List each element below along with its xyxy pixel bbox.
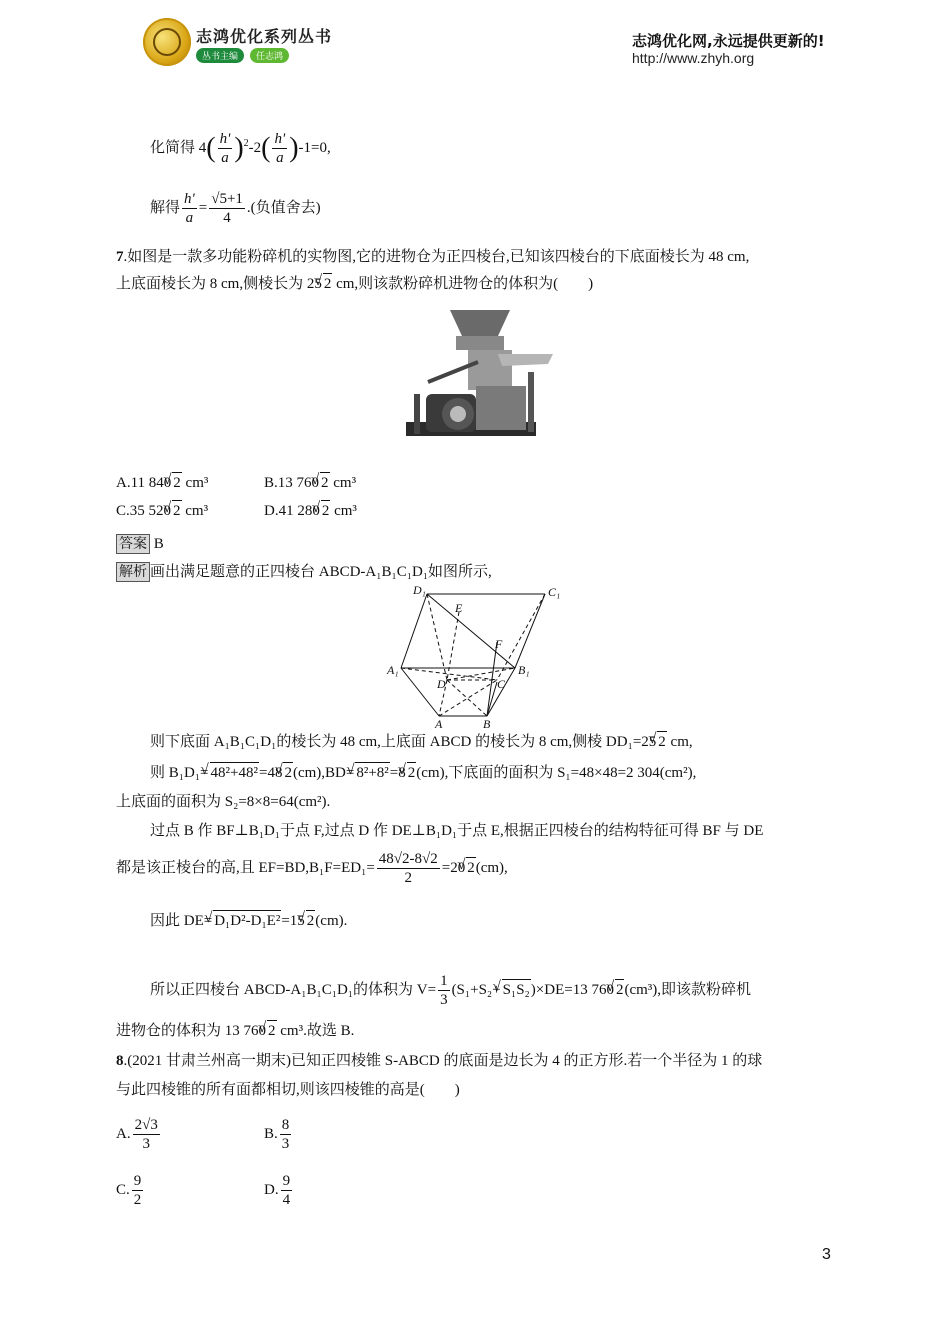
solution-line-4: 过点 B 作 BF⊥B₁D₁于点 F,过点 D 作 DE⊥B₁D₁于点 E,根据正四棱台的结构特征可得 BF 与 DE — [150, 823, 764, 839]
svg-text:A₁: A₁ — [387, 663, 399, 677]
q7-analysis-intro: 解析 画出满足题意的正四棱台 ABCD-A₁B₁C₁D₁如图所示, — [116, 562, 492, 582]
svg-text:E: E — [455, 601, 463, 615]
q7-answer: 答案 B — [116, 534, 164, 554]
solution-line-5: 都是该正棱台的高,且 EF=BD,B₁F=ED₁= $\frac{48√2-8√2}{2}$ =20√ 2(cm), — [116, 850, 508, 887]
svg-text:F: F — [495, 637, 503, 651]
svg-text:D: D — [437, 677, 446, 691]
q8-option-c[interactable]: C. $\frac{9}{2}$ — [116, 1173, 142, 1208]
brand-title: 志鸿优化系列丛书 — [196, 27, 333, 46]
q7-text-1: 7.如图是一款多功能粉碎机的实物图,它的进物仓为正四棱台,已知该四棱台的下底面棱长为 48 cm, — [116, 249, 750, 265]
solution-line-1: 则下底面 A₁B₁C₁D₁的棱长为 48 cm,上底面 ABCD 的棱长为 8 cm,侧棱 DD₁=25√ 2 cm, — [150, 731, 693, 752]
solution-line-6: 因此 DE=√ D₁D²-D₁E²=15√ 2(cm). — [150, 910, 347, 931]
analysis-tag: 解析 — [116, 562, 150, 582]
solution-line-8: 进物仓的体积为 13 760√ 2 cm³.故选 B. — [116, 1020, 354, 1041]
svg-text:A: A — [435, 717, 443, 731]
svg-text:C: C — [497, 677, 506, 691]
simplify-line: 化简得 4( $\frac{h'}{a}$ )$^2$-2( $\frac{h'}{a}$ )-1=0, — [150, 131, 331, 166]
q7-option-d[interactable]: D.41 280√ 2 cm³ — [264, 500, 357, 521]
q8-text-2: 与此四棱锥的所有面都相切,则该四棱锥的高是( ) — [116, 1082, 460, 1098]
q7-option-a[interactable]: A.11 840√ 2 cm³ — [116, 472, 208, 493]
editor-label: 丛书主编 — [196, 48, 244, 63]
q8-option-d[interactable]: D. $\frac{9}{4}$ — [264, 1173, 291, 1208]
q7-text-2: 上底面棱长为 8 cm,侧棱长为 25√ 2 cm,则该款粉碎机进物仓的体积为( ) — [116, 273, 593, 294]
solution-line-2: 则 B₁D₁=√ 48²+48²=48√ 2(cm),BD=√ 8²+8²=8√ 2(cm),下底面的面积为 S₁=48×48=2 304(cm²), — [150, 762, 696, 783]
series-logo — [143, 18, 191, 66]
q8-text-1: 8.(2021 甘肃兰州高一期末)已知正四棱锥 S-ABCD 的底面是边长为 4 的正方形.若一个半径为 1 的球 — [116, 1053, 763, 1069]
answer-tag: 答案 — [116, 534, 150, 554]
header-slogan: 志鸿优化网,永远提供更新的! — [632, 32, 825, 50]
solution-line-7: 所以正四棱台 ABCD-A₁B₁C₁D₁的体积为 V= $\frac{1}{3}$ (S₁+S₂+√ S₁S₂)×DE=13 760√ 2(cm³),即该款粉碎机 — [150, 972, 751, 1009]
crusher-machine-photo — [398, 302, 558, 454]
q7-option-c[interactable]: C.35 520√ 2 cm³ — [116, 500, 208, 521]
solve-line: 解得 $\frac{h'}{a}$ = $\frac{√5+1}{4}$ .(负值舍去) — [150, 191, 321, 226]
svg-text:B₁: B₁ — [518, 663, 530, 677]
frustum-diagram — [385, 582, 570, 732]
page-number: 3 — [822, 1246, 831, 1263]
svg-text:B: B — [483, 717, 491, 731]
editor-name: 任志鸿 — [250, 48, 289, 63]
q7-option-b[interactable]: B.13 760√ 2 cm³ — [264, 472, 356, 493]
q8-option-b[interactable]: B. $\frac{8}{3}$ — [264, 1117, 290, 1152]
svg-text:D₁: D₁ — [413, 583, 426, 597]
svg-text:C₁: C₁ — [548, 585, 561, 599]
solution-line-3: 上底面的面积为 S₂=8×8=64(cm²). — [116, 794, 331, 810]
q8-option-a[interactable]: A. $\frac{2√3}{3}$ — [116, 1117, 158, 1152]
header-url[interactable]: http://www.zhyh.org — [632, 50, 755, 66]
